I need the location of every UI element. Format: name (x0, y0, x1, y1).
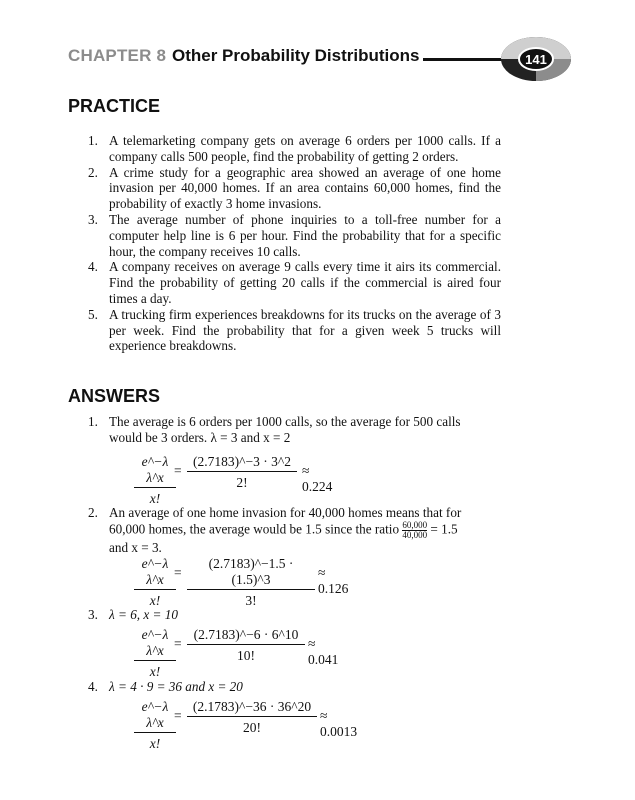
answer-3-text: 3. λ = 6, x = 10 (88, 607, 178, 622)
ratio-fraction: $\frac{60,000}{40,000}$ (402, 519, 428, 540)
answer-1-text: 1. The average is 6 orders per 1000 calls, so the average for 500 calls would be 3 orders. λ = 3 and x = 2 (88, 414, 461, 445)
answer-2-text: 2. An average of one home invasion for 40,000 homes means that for 60,000 homes, the average would be 1.5 since the ratio $\frac{60,000}{40,000}$ = 1.5 and x = 3. (88, 505, 462, 555)
practice-item: 2. A crime study for a geographic area showed an average of one home invasion per 40,000 homes. If an area contains 60,000 homes, find the probability of exactly 3 home invasions. (88, 164, 501, 212)
practice-list (88, 133, 501, 354)
practice-item: 1. A telemarketing company gets on average 6 orders per 1000 calls. If a company calls 500 people, find the probability of getting 2 orders. (88, 133, 501, 164)
practice-item: 5. A trucking firm experiences breakdowns for its trucks on the average of 3 per week. Find the probability that for a given week 5 trucks will experience breakdowns. (88, 306, 501, 354)
practice-item: 4. A company receives on average 9 calls every time it airs its commercial. Find the probability of getting 20 calls if the commercial is aired four times a day. (88, 259, 501, 306)
answers-heading: ANSWERS (68, 386, 161, 406)
formula-result: ≈ 0.224 (302, 463, 333, 494)
formula-lhs-numerator: e^−λ λ^x (134, 454, 176, 488)
page-number: 141 (525, 52, 547, 67)
page-header (68, 44, 578, 74)
formula-rhs-numerator: (2.7183)^−3 · 3^2 (187, 454, 297, 472)
practice-heading: PRACTICE (68, 96, 161, 116)
answer-4-text: 4. λ = 4 · 9 = 36 and x = 20 (88, 679, 243, 694)
chapter-number: CHAPTER 8 (68, 46, 167, 65)
practice-item: 3. The average number of phone inquiries to a toll-free number for a computer help line is 6 per hour. Find the probability that for a specific hour, the company receives 10 calls. (88, 211, 501, 259)
chapter-title: Other Probability Distributions (172, 46, 420, 65)
page-number-badge (500, 36, 572, 82)
